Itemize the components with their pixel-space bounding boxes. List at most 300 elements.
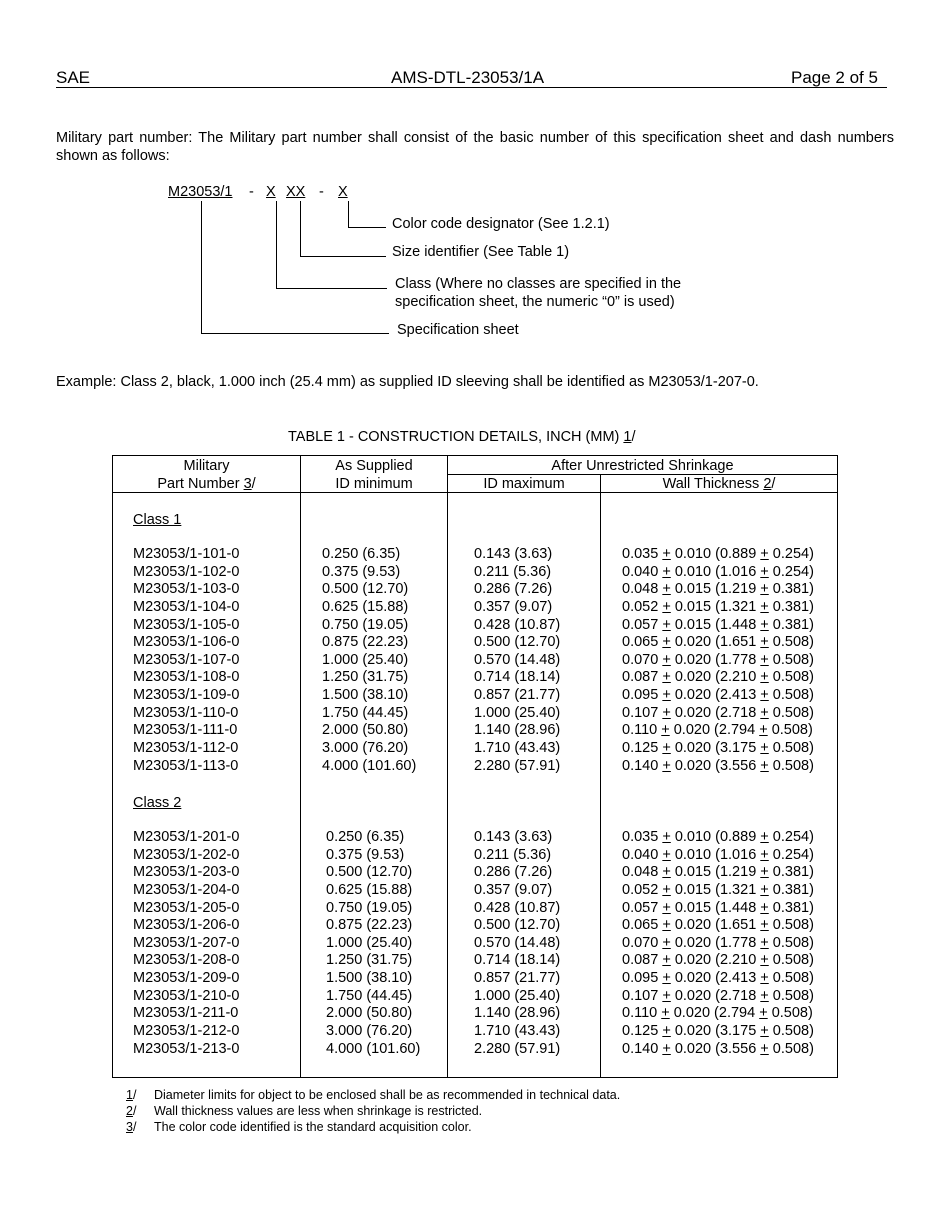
id-maximum-cell: 1.710 (43.43): [474, 740, 561, 757]
wall-thickness-cell: [622, 829, 814, 847]
id-maximum-cell: 2.280 (57.91): [474, 1040, 561, 1057]
construction-details-table: [112, 455, 838, 1078]
header-page-number: Page 2 of 5: [791, 68, 878, 87]
wall-thickness-value: 0.381): [768, 899, 814, 916]
wall-thickness-value: 0.015 (1.321: [670, 881, 761, 898]
header-supplied-line1: As Supplied: [335, 458, 413, 474]
wall-thickness-value: 0.125: [622, 1023, 663, 1040]
size-identifier-label: Size identifier (See Table 1): [392, 244, 570, 260]
class-2-label: Class 2: [133, 795, 182, 811]
class-2-wall-thickness: [622, 829, 814, 1058]
wall-thickness-cell: [622, 599, 814, 617]
plus-minus-sign: +: [662, 864, 671, 881]
footnote-number: 1: [126, 1088, 133, 1102]
id-maximum-cell: 0.286 (7.26): [474, 581, 553, 598]
plus-minus-sign: +: [662, 581, 671, 598]
id-maximum-cell: 0.143 (3.63): [474, 829, 553, 845]
wall-thickness-value: 0.095: [622, 687, 663, 704]
wall-thickness-value: 0.508): [768, 669, 814, 686]
class-1-part-numbers: [133, 546, 239, 775]
id-maximum-cell: 0.714 (18.14): [474, 952, 561, 969]
supplied-id-cell: 0.750 (19.05): [322, 616, 409, 633]
part-number-cell: M23053/1-208-0: [133, 952, 240, 969]
footnote-text: Diameter limits for object to be enclosed shall be as recommended in technical data.: [154, 1088, 621, 1102]
class-1-label: Class 1: [133, 512, 182, 528]
plus-minus-sign: +: [662, 1023, 671, 1040]
wall-thickness-value: 0.107: [622, 987, 663, 1004]
part-number-cell: M23053/1-210-0: [133, 987, 240, 1004]
supplied-id-cell: 1.250 (31.75): [326, 952, 413, 969]
part-number-cell: M23053/1-108-0: [133, 669, 240, 686]
wall-thickness-value: 0.087: [622, 669, 663, 686]
plus-minus-sign: +: [760, 563, 769, 580]
header-id-maximum: ID maximum: [483, 476, 565, 492]
wall-thickness-value: 0.010 (0.889: [670, 546, 761, 562]
table-caption-note-ref: 1: [623, 429, 632, 445]
footnote-marker: [126, 1119, 154, 1135]
wall-thickness-cell: [622, 1023, 814, 1041]
supplied-id-cell: 0.250 (6.35): [322, 546, 401, 562]
table-caption-note-slash: /: [631, 429, 636, 445]
footnote-marker: [126, 1103, 154, 1119]
id-maximum-cell: 0.211 (5.36): [474, 846, 552, 863]
wall-thickness-value: 0.110: [622, 722, 662, 739]
wall-thickness-value: 0.087: [622, 952, 663, 969]
supplied-id-cell: 1.250 (31.75): [322, 669, 409, 686]
wall-thickness-value: 0.020 (2.210: [670, 669, 761, 686]
supplied-id-cell: 1.750 (44.45): [322, 704, 409, 721]
wall-thickness-value: 0.508): [768, 740, 814, 757]
wall-thickness-value: 0.020 (3.556: [670, 1040, 761, 1057]
wall-thickness-value: 0.508): [768, 1040, 814, 1057]
wall-thickness-value: 0.015 (1.219: [670, 864, 761, 881]
footnote-text: Wall thickness values are less when shrinkage is restricted.: [154, 1104, 483, 1118]
plus-minus-sign: +: [662, 740, 671, 757]
plus-minus-sign: +: [662, 757, 671, 774]
part-number-cell: M23053/1-207-0: [133, 934, 240, 951]
color-code-label: Color code designator (See 1.2.1): [392, 216, 610, 232]
supplied-id-cell: 0.375 (9.53): [322, 563, 401, 580]
wall-thickness-cell: [622, 988, 814, 1006]
wall-thickness-value: 0.095: [622, 970, 663, 987]
wall-thickness-value: 0.508): [767, 722, 813, 739]
header-military-note-slash: /: [251, 475, 256, 492]
wall-thickness-value: 0.020 (1.778: [670, 651, 761, 668]
footnote-number: 2: [126, 1104, 133, 1118]
part-number-cell: M23053/1-203-0: [133, 864, 240, 881]
part-base: M23053/1: [168, 184, 233, 200]
wall-thickness-value: 0.052: [622, 881, 663, 898]
wall-thickness-value: 0.140: [622, 1040, 663, 1057]
id-maximum-cell: 0.428 (10.87): [474, 616, 561, 633]
wall-thickness-value: 0.508): [768, 970, 814, 987]
size-leader-vertical: [300, 201, 301, 257]
part-number-cell: M23053/1-104-0: [133, 598, 240, 615]
footnote-slash: /: [132, 1104, 137, 1118]
plus-minus-sign: +: [760, 704, 769, 721]
wall-thickness-value: 0.065: [622, 634, 663, 651]
wall-thickness-value: 0.020 (2.413: [670, 970, 761, 987]
plus-minus-sign: +: [662, 934, 671, 951]
wall-thickness-value: 0.057: [622, 616, 663, 633]
plus-minus-sign: +: [759, 1005, 768, 1022]
plus-minus-sign: +: [760, 987, 769, 1004]
wall-thickness-value: 0.035: [622, 829, 663, 845]
supplied-id-cell: 2.000 (50.80): [322, 722, 409, 739]
plus-minus-sign: +: [760, 917, 769, 934]
wall-thickness-cell: [622, 864, 814, 882]
supplied-id-cell: 1.750 (44.45): [326, 987, 413, 1004]
wall-thickness-value: 0.508): [768, 757, 814, 774]
id-maximum-cell: 0.143 (3.63): [474, 546, 553, 562]
supplied-id-cell: 0.750 (19.05): [326, 899, 413, 916]
part-number-cell: M23053/1-107-0: [133, 651, 240, 668]
wall-thickness-value: 0.254): [768, 846, 814, 863]
id-maximum-cell: 0.357 (9.07): [474, 598, 553, 615]
plus-minus-sign: +: [760, 952, 769, 969]
plus-minus-sign: +: [760, 864, 769, 881]
class-2-supplied-id: [326, 829, 420, 1058]
wall-thickness-cell: [622, 634, 814, 652]
part-number-cell: M23053/1-106-0: [133, 634, 240, 651]
part-number-cell: M23053/1-101-0: [133, 546, 240, 562]
wall-thickness-cell: [622, 740, 814, 758]
part-number-cell: M23053/1-105-0: [133, 616, 240, 633]
id-maximum-cell: 1.000 (25.40): [474, 704, 561, 721]
wall-thickness-cell: [622, 581, 814, 599]
wall-thickness-value: 0.010 (1.016: [670, 846, 761, 863]
part-number-cell: M23053/1-212-0: [133, 1023, 240, 1040]
wall-thickness-value: 0.020 (1.778: [670, 934, 761, 951]
plus-minus-sign: +: [662, 704, 671, 721]
wall-thickness-value: 0.508): [768, 934, 814, 951]
footnote-number: 3: [126, 1120, 133, 1134]
supplied-id-cell: 1.500 (38.10): [322, 687, 409, 704]
plus-minus-sign: +: [661, 722, 670, 739]
wall-thickness-value: 0.107: [622, 704, 663, 721]
class-label-line2: specification sheet, the numeric “0” is used): [395, 294, 675, 310]
wall-thickness-value: 0.015 (1.448: [670, 899, 761, 916]
header-wall-thickness: [601, 475, 837, 493]
wall-thickness-value: 0.020 (3.175: [670, 740, 761, 757]
plus-minus-sign: +: [662, 563, 671, 580]
wall-thickness-cell: [622, 652, 814, 670]
color-leader-vertical: [348, 201, 349, 228]
header-rule: [56, 87, 887, 88]
part-number-cell: M23053/1-209-0: [133, 970, 240, 987]
wall-thickness-cell: [622, 705, 814, 723]
footnote-slash: /: [132, 1088, 137, 1102]
id-maximum-cell: 0.857 (21.77): [474, 970, 561, 987]
plus-minus-sign: +: [662, 899, 671, 916]
supplied-id-cell: 1.000 (25.40): [326, 934, 413, 951]
supplied-id-cell: 0.875 (22.23): [326, 917, 413, 934]
plus-minus-sign: +: [662, 616, 671, 633]
header-wall-note-ref: 2: [763, 476, 772, 492]
wall-thickness-value: 0.020 (2.210: [670, 952, 761, 969]
plus-minus-sign: +: [760, 899, 769, 916]
plus-minus-sign: +: [760, 881, 769, 898]
part-number-cell: M23053/1-206-0: [133, 917, 240, 934]
wall-thickness-value: 0.052: [622, 598, 663, 615]
plus-minus-sign: +: [662, 917, 671, 934]
plus-minus-sign: +: [760, 634, 769, 651]
supplied-id-cell: 2.000 (50.80): [326, 1005, 413, 1022]
color-leader-horizontal: [348, 227, 386, 228]
supplied-id-cell: 0.625 (15.88): [322, 598, 409, 615]
wall-thickness-value: 0.015 (1.321: [670, 598, 761, 615]
plus-minus-sign: +: [662, 687, 671, 704]
col-divider-1: [300, 456, 301, 1077]
supplied-id-cell: 4.000 (101.60): [326, 1040, 421, 1057]
wall-thickness-value: 0.381): [768, 581, 814, 598]
part-number-cell: M23053/1-102-0: [133, 563, 240, 580]
wall-thickness-value: 0.035: [622, 546, 663, 562]
id-maximum-cell: 0.570 (14.48): [474, 934, 561, 951]
header-after-shrinkage: After Unrestricted Shrinkage: [551, 458, 734, 474]
supplied-id-cell: 0.250 (6.35): [326, 829, 405, 845]
footnote-marker: [126, 1087, 154, 1103]
wall-thickness-value: 0.057: [622, 899, 663, 916]
wall-thickness-cell: [622, 917, 814, 935]
header-military-line2: [113, 475, 300, 493]
part-class-code: X: [266, 184, 276, 200]
supplied-id-cell: 3.000 (76.20): [322, 740, 409, 757]
part-number-cell: M23053/1-113-0: [133, 757, 239, 774]
footnote-text: The color code identified is the standard acquisition color.: [154, 1120, 472, 1134]
plus-minus-sign: +: [760, 546, 769, 562]
plus-minus-sign: +: [759, 722, 768, 739]
plus-minus-sign: +: [760, 740, 769, 757]
header-military-text: Part Number: [157, 475, 244, 492]
plus-minus-sign: +: [662, 546, 671, 562]
plus-minus-sign: +: [662, 829, 671, 845]
wall-thickness-cell: [622, 617, 814, 635]
table-caption-text: TABLE 1 - CONSTRUCTION DETAILS, INCH (MM): [288, 429, 624, 445]
plus-minus-sign: +: [760, 598, 769, 615]
wall-thickness-cell: [622, 970, 814, 988]
wall-thickness-value: 0.381): [768, 864, 814, 881]
header-as-supplied: [301, 457, 447, 492]
plus-minus-sign: +: [760, 934, 769, 951]
part-number-cell: M23053/1-213-0: [133, 1040, 240, 1057]
wall-thickness-value: 0.015 (1.448: [670, 616, 761, 633]
plus-minus-sign: +: [760, 669, 769, 686]
part-number-cell: M23053/1-112-0: [133, 740, 239, 757]
supplied-id-cell: 0.875 (22.23): [322, 634, 409, 651]
class-label-line1: Class (Where no classes are specified in the: [395, 276, 682, 292]
wall-thickness-value: 0.508): [768, 651, 814, 668]
plus-minus-sign: +: [662, 987, 671, 1004]
part-number-cell: M23053/1-103-0: [133, 581, 240, 598]
supplied-id-cell: 3.000 (76.20): [326, 1023, 413, 1040]
supplied-id-cell: 4.000 (101.60): [322, 757, 417, 774]
supplied-id-cell: 1.500 (38.10): [326, 970, 413, 987]
header-org: SAE: [56, 68, 91, 87]
wall-thickness-cell: [622, 1005, 814, 1023]
id-maximum-cell: 1.140 (28.96): [474, 722, 561, 739]
plus-minus-sign: +: [662, 970, 671, 987]
table-footnotes: [126, 1087, 620, 1135]
spec-leader-horizontal: [201, 333, 389, 334]
id-maximum-cell: 0.570 (14.48): [474, 651, 561, 668]
wall-thickness-value: 0.020 (3.556: [670, 757, 761, 774]
plus-minus-sign: +: [662, 881, 671, 898]
wall-thickness-value: 0.040: [622, 563, 663, 580]
part-size-code: XX: [286, 184, 306, 200]
plus-minus-sign: +: [760, 970, 769, 987]
plus-minus-sign: +: [662, 952, 671, 969]
wall-thickness-value: 0.040: [622, 846, 663, 863]
plus-minus-sign: +: [662, 634, 671, 651]
wall-thickness-value: 0.381): [768, 881, 814, 898]
header-military-line1: Military: [183, 458, 230, 474]
wall-thickness-value: 0.020 (2.718: [670, 987, 761, 1004]
supplied-id-cell: 0.375 (9.53): [326, 846, 405, 863]
spec-sheet-label: Specification sheet: [397, 322, 519, 338]
part-number-cell: M23053/1-110-0: [133, 704, 239, 721]
wall-thickness-value: 0.110: [622, 1005, 662, 1022]
footnote: [126, 1087, 620, 1103]
wall-thickness-cell: [622, 722, 814, 740]
wall-thickness-value: 0.381): [768, 598, 814, 615]
header-doc-number: AMS-DTL-23053/1A: [391, 68, 545, 87]
plus-minus-sign: +: [662, 598, 671, 615]
plus-minus-sign: +: [662, 1040, 671, 1057]
wall-thickness-value: 0.381): [768, 616, 814, 633]
supplied-id-cell: 1.000 (25.40): [322, 651, 409, 668]
wall-thickness-value: 0.020 (1.651: [670, 634, 761, 651]
wall-thickness-value: 0.508): [768, 687, 814, 704]
footnote: [126, 1119, 620, 1135]
plus-minus-sign: +: [760, 846, 769, 863]
plus-minus-sign: +: [760, 687, 769, 704]
wall-thickness-value: 0.010 (1.016: [670, 563, 761, 580]
class-leader-vertical: [276, 201, 277, 289]
table-caption: [288, 429, 636, 445]
header-military-note-ref: 3: [243, 475, 252, 492]
wall-thickness-cell: [622, 935, 814, 953]
wall-thickness-value: 0.020 (2.718: [670, 704, 761, 721]
plus-minus-sign: +: [662, 846, 671, 863]
part-separator-1: -: [249, 184, 254, 200]
spec-leader-vertical: [201, 201, 202, 334]
intro-paragraph: Military part number: The Military part number shall consist of the basic number of this specification sheet and dash numbers shown as follows:: [56, 130, 894, 164]
wall-thickness-value: 0.020 (2.794: [669, 1005, 760, 1022]
id-maximum-cell: 2.280 (57.91): [474, 757, 561, 774]
wall-thickness-value: 0.020 (1.651: [670, 917, 761, 934]
wall-thickness-value: 0.508): [768, 987, 814, 1004]
header-wall-note-slash: /: [771, 476, 776, 492]
plus-minus-sign: +: [760, 829, 769, 845]
part-number-cell: M23053/1-109-0: [133, 687, 240, 704]
part-number-cell: M23053/1-111-0: [133, 722, 238, 739]
plus-minus-sign: +: [662, 669, 671, 686]
class-2-id-maximum: [474, 829, 560, 1058]
wall-thickness-cell: [622, 1041, 814, 1059]
supplied-id-cell: 0.500 (12.70): [326, 864, 413, 881]
part-number-cell: M23053/1-201-0: [133, 829, 240, 845]
wall-thickness-cell: [622, 758, 814, 776]
id-maximum-cell: 0.500 (12.70): [474, 634, 561, 651]
class-2-part-numbers: [133, 829, 239, 1058]
part-separator-2: -: [319, 184, 324, 200]
wall-thickness-value: 0.508): [767, 1005, 813, 1022]
part-color-code: X: [338, 184, 348, 200]
header-supplied-line2: ID minimum: [335, 475, 413, 492]
wall-thickness-value: 0.070: [622, 934, 663, 951]
footnote: [126, 1103, 620, 1119]
wall-thickness-cell: [622, 847, 814, 865]
id-maximum-cell: 0.428 (10.87): [474, 899, 561, 916]
wall-thickness-cell: [622, 687, 814, 705]
wall-thickness-cell: [622, 564, 814, 582]
col-divider-3: [600, 474, 601, 1077]
supplied-id-cell: 0.625 (15.88): [326, 881, 413, 898]
wall-thickness-value: 0.508): [768, 917, 814, 934]
wall-thickness-value: 0.020 (3.175: [670, 1023, 761, 1040]
plus-minus-sign: +: [760, 1023, 769, 1040]
wall-thickness-value: 0.508): [768, 634, 814, 651]
wall-thickness-cell: [622, 900, 814, 918]
class-1-id-maximum: [474, 546, 560, 775]
id-maximum-cell: 1.140 (28.96): [474, 1005, 561, 1022]
wall-thickness-value: 0.254): [768, 829, 814, 845]
plus-minus-sign: +: [760, 616, 769, 633]
plus-minus-sign: +: [760, 581, 769, 598]
wall-thickness-value: 0.508): [768, 1023, 814, 1040]
wall-thickness-cell: [622, 882, 814, 900]
class-1-wall-thickness: [622, 546, 814, 775]
id-maximum-cell: 1.710 (43.43): [474, 1023, 561, 1040]
wall-thickness-value: 0.254): [768, 563, 814, 580]
header-wall-text: Wall Thickness: [662, 476, 764, 492]
id-maximum-cell: 0.357 (9.07): [474, 881, 553, 898]
col-divider-2: [447, 456, 448, 1077]
id-maximum-cell: 0.714 (18.14): [474, 669, 561, 686]
wall-thickness-value: 0.140: [622, 757, 663, 774]
part-number-cell: M23053/1-211-0: [133, 1005, 239, 1022]
id-maximum-cell: 0.500 (12.70): [474, 917, 561, 934]
example-text: Example: Class 2, black, 1.000 inch (25.4 mm) as supplied ID sleeving shall be identified as M23053/1-207-0.: [56, 374, 759, 390]
part-number-cell: M23053/1-202-0: [133, 846, 240, 863]
part-number-cell: M23053/1-204-0: [133, 881, 240, 898]
part-number-cell: M23053/1-205-0: [133, 899, 240, 916]
plus-minus-sign: +: [661, 1005, 670, 1022]
wall-thickness-cell: [622, 546, 814, 564]
wall-thickness-value: 0.020 (2.794: [669, 722, 760, 739]
plus-minus-sign: +: [760, 651, 769, 668]
wall-thickness-value: 0.070: [622, 651, 663, 668]
size-leader-horizontal: [300, 256, 386, 257]
wall-thickness-value: 0.508): [768, 952, 814, 969]
wall-thickness-value: 0.508): [768, 704, 814, 721]
plus-minus-sign: +: [662, 651, 671, 668]
supplied-id-cell: 0.500 (12.70): [322, 581, 409, 598]
class-leader-horizontal: [276, 288, 387, 289]
wall-thickness-value: 0.254): [768, 546, 814, 562]
id-maximum-cell: 0.857 (21.77): [474, 687, 561, 704]
wall-thickness-value: 0.010 (0.889: [670, 829, 761, 845]
wall-thickness-cell: [622, 952, 814, 970]
header-military-part-number: [113, 457, 300, 492]
plus-minus-sign: +: [760, 757, 769, 774]
wall-thickness-value: 0.048: [622, 864, 663, 881]
wall-thickness-value: 0.125: [622, 740, 663, 757]
class-1-supplied-id: [322, 546, 416, 775]
wall-thickness-value: 0.015 (1.219: [670, 581, 761, 598]
wall-thickness-cell: [622, 669, 814, 687]
